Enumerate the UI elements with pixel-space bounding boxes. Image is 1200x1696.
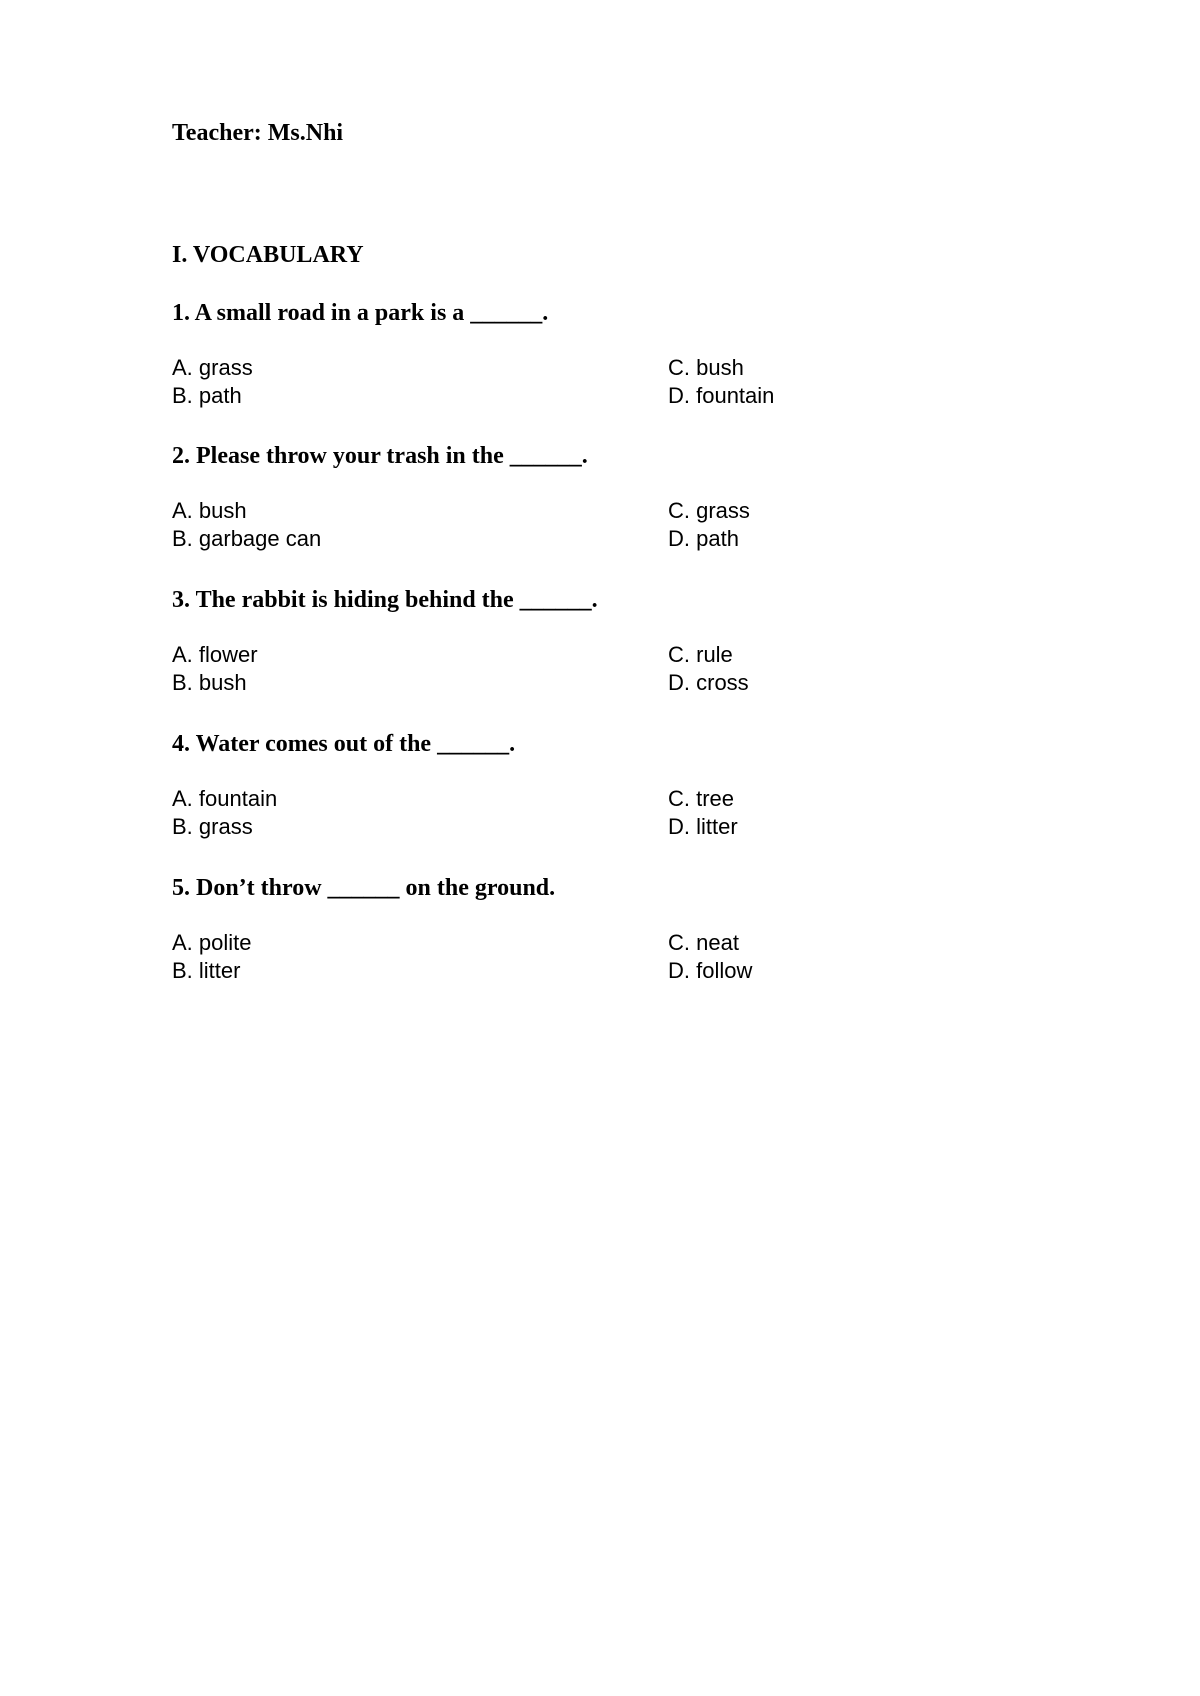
question-text: 5. Don’t throw ______ on the ground. — [172, 875, 556, 901]
question-text: 2. Please throw your trash in the ______. — [172, 443, 588, 469]
option-d: D. follow — [668, 958, 753, 983]
question-4 — [172, 729, 1072, 841]
option-a: A. fountain — [172, 786, 278, 811]
question-text: 1. A small road in a park is a ______. — [172, 300, 549, 326]
option-d: D. cross — [668, 670, 749, 695]
option-c: C. rule — [668, 642, 733, 667]
question-1 — [172, 298, 1072, 410]
options-list — [172, 785, 1072, 841]
options-list — [172, 354, 1072, 410]
question-text: 4. Water comes out of the ______. — [172, 731, 516, 757]
option-c: C. bush — [668, 355, 744, 380]
option-b: B. bush — [172, 670, 247, 695]
option-a: A. bush — [172, 498, 247, 523]
section-title: I. VOCABULARY — [172, 242, 364, 268]
option-b: B. grass — [172, 814, 253, 839]
option-d: D. litter — [668, 814, 738, 839]
question-3 — [172, 585, 1072, 697]
options-list — [172, 497, 1072, 553]
option-a: A. grass — [172, 355, 253, 380]
option-d: D. fountain — [668, 383, 775, 408]
option-c: C. tree — [668, 786, 735, 811]
option-b: B. litter — [172, 958, 241, 983]
option-c: C. neat — [668, 930, 739, 955]
option-d: D. path — [668, 526, 739, 551]
option-a: A. polite — [172, 930, 252, 955]
teacher-name: Teacher: Ms.Nhi — [172, 120, 344, 146]
question-2 — [172, 441, 1072, 553]
question-text: 3. The rabbit is hiding behind the ______. — [172, 587, 598, 613]
options-list — [172, 929, 1072, 985]
options-list — [172, 641, 1072, 697]
option-c: C. grass — [668, 498, 750, 523]
question-5 — [172, 873, 1072, 985]
option-b: B. path — [172, 383, 242, 408]
option-b: B. garbage can — [172, 526, 322, 551]
option-a: A. flower — [172, 642, 258, 667]
